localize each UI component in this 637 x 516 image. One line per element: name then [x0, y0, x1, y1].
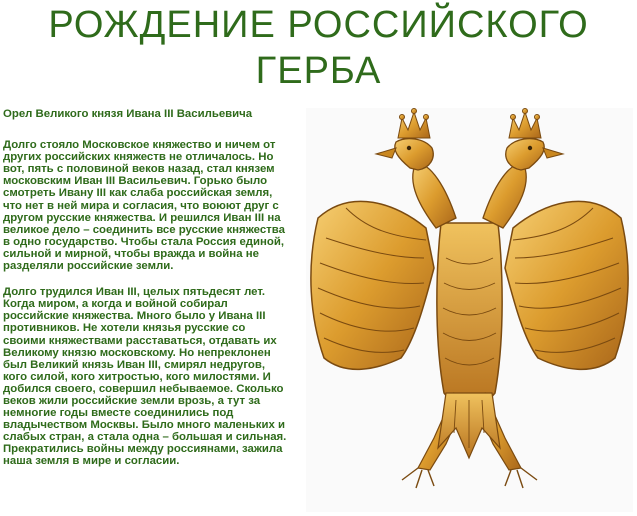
text-column: [3, 108, 289, 482]
slide-title: [0, 2, 637, 94]
left-crown: [398, 109, 430, 139]
double-headed-eagle-icon: [306, 108, 633, 512]
right-head: [506, 139, 544, 170]
right-crown: [509, 109, 541, 139]
paragraph-2: Долго трудился Иван III, целых пятьдесят лет. Когда миром, а когда и войной собирал российские княжества. Много было у Ивана III противников. Не хотели князья русские со своими княжествами расставаться, отдавать их Великому князю московскому. Но непреклонен был Великий князь Иван III, смирял недругов, кого силой, кого хитростью, кого милостями. И добился своего, совершил небываемое. Сколько веков жили российские земли врозь, а тут за немногие годы вместе соединились под владычеством Москвы. Было много маленьких и слабых стран, а стала одна – большая и сильная. Прекратились войны между россиянами, зажила наша земля в мире и согласии.: [3, 286, 287, 468]
slide-title-line-1: РОЖДЕНИЕ РОССИЙСКОГО: [48, 4, 589, 46]
emblem-image: [306, 108, 633, 512]
eagle-body: [437, 223, 502, 404]
slide-title-line-2: ГЕРБА: [255, 50, 382, 92]
paragraph-1: Долго стояло Московское княжество и ничем от других российских княжеств не отличалось. Но вот, пять с половиной веков назад, стал князем московским Иван III Васильевич. Горько было смотреть Ивану III как слаба российская земля, что нет в ней мира и согласия, что воюют друг с другом русские княжества. И решился Иван III на великое дело – соединить все русские княжества в одно государство. Чтобы стала Россия единой, сильной и мирной, чтобы вражда и война не разделяли российские земли.: [3, 139, 285, 273]
image-caption: Орел Великого князя Ивана III Васильевича: [3, 108, 253, 120]
left-head: [395, 139, 433, 170]
